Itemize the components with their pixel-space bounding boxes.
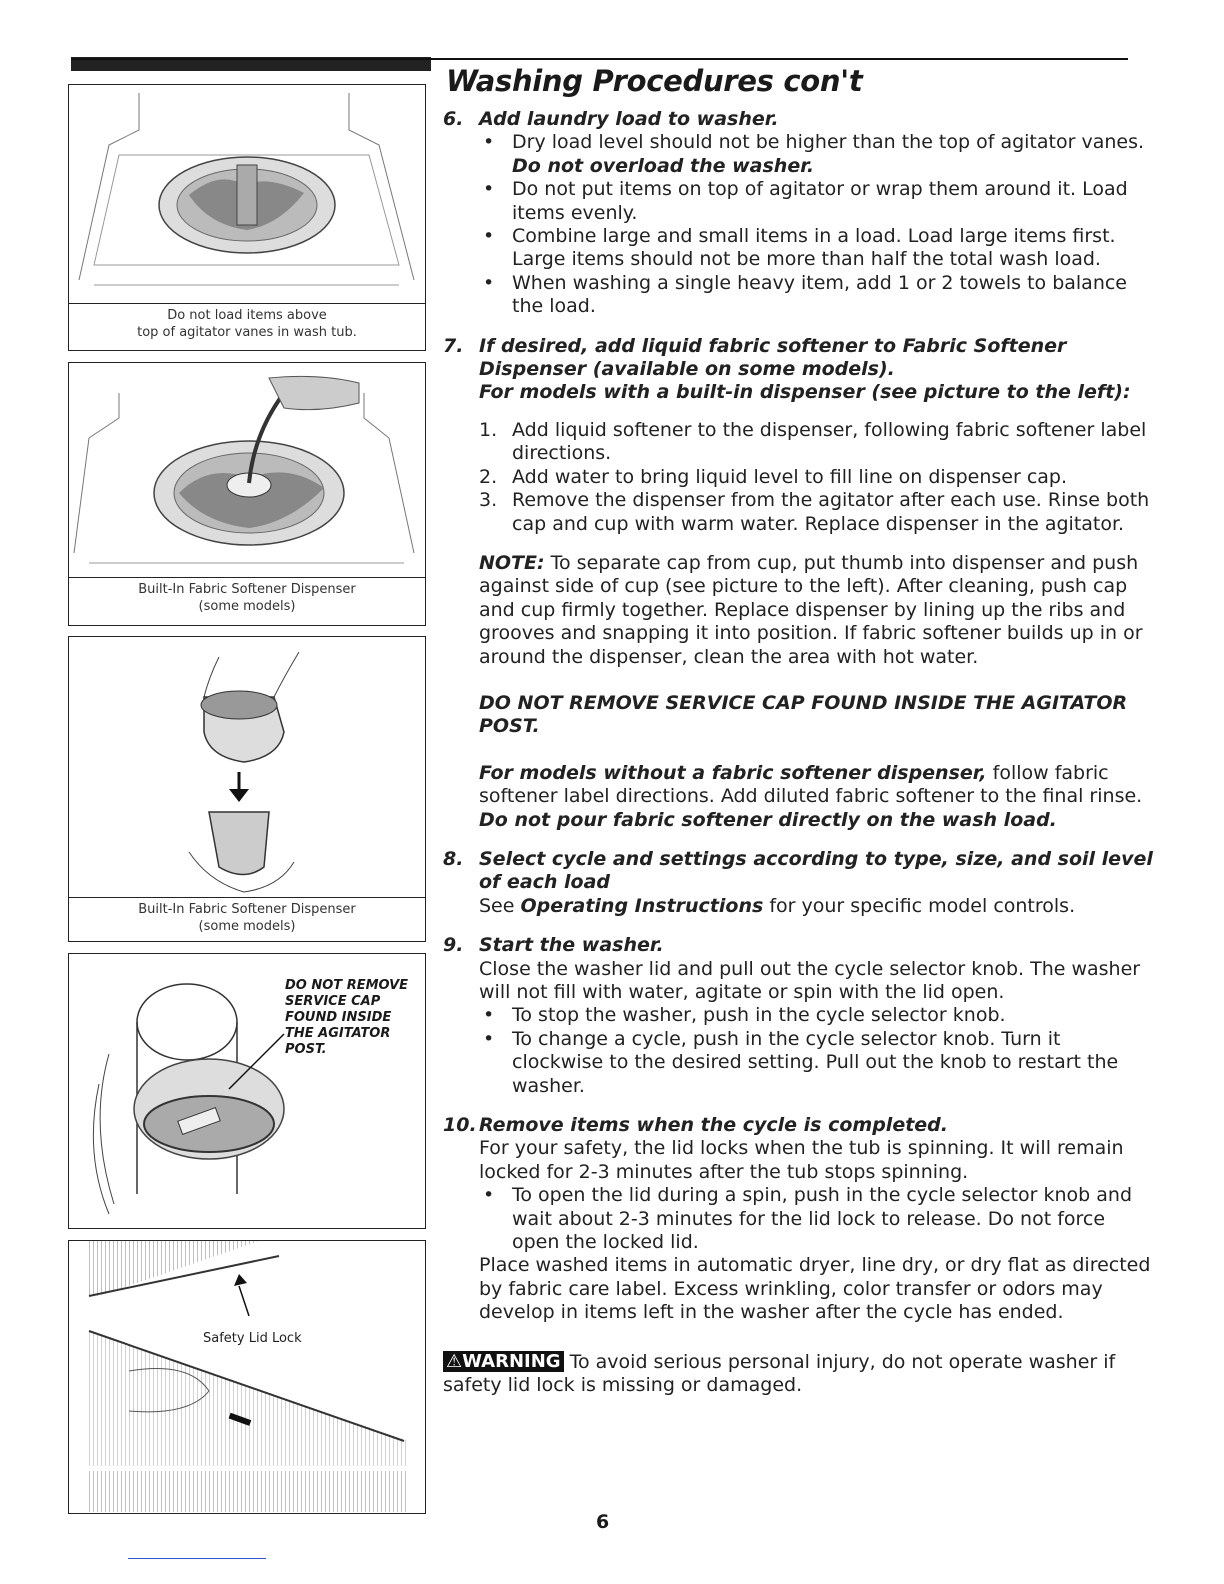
note-paragraph xyxy=(479,552,1155,669)
note-text: To separate cap from cup, put thumb into dispenser and push against side of cup (see picture to the left). After cleaning, push cap and cup firmly together. Replace dispenser by lining up the ribs and grooves and snapping it into position. If fabric softener builds up in or around the dispenser, clean the area with hot water. xyxy=(479,551,1143,668)
bullet-text: Dry load level should not be higher than the top of agitator vanes. xyxy=(512,131,1145,154)
page-title: Washing Procedures con't xyxy=(446,64,863,98)
emphasis-text: Do not pour fabric softener directly on the wash load. xyxy=(479,808,1057,831)
service-cap-label xyxy=(285,978,425,1058)
bullet-text: To open the lid during a spin, push in the cycle selector knob and wait about 2-3 minutes for the lid lock to release. Do not force open the locked lid. xyxy=(512,1184,1133,1254)
no-dispenser-paragraph xyxy=(479,762,1155,832)
step-7 xyxy=(443,335,1155,832)
label-line: DO NOT REMOVE xyxy=(285,978,409,993)
label-line: POST. xyxy=(285,1042,327,1057)
body-text: for your specific model controls. xyxy=(769,894,1076,917)
caption-line: Built-In Fabric Softener Dispenser xyxy=(138,902,356,917)
step-text xyxy=(479,895,1155,918)
lid-lock-label: Safety Lid Lock xyxy=(203,1331,302,1346)
page-number: 6 xyxy=(596,1511,610,1533)
figure-service-cap xyxy=(68,953,426,1229)
step-text: Close the washer lid and pull out the cycle selector knob. The washer will not fill with water, agitate or spin with the lid open. xyxy=(479,957,1141,1003)
label-line: SERVICE CAP xyxy=(285,994,381,1009)
list-item xyxy=(479,1028,1155,1098)
header-rule xyxy=(71,58,1128,60)
step-number: 10. xyxy=(443,1114,477,1137)
step-8 xyxy=(443,848,1155,918)
washer-tub-illustration xyxy=(69,85,424,303)
figure-lid-lock xyxy=(68,1240,426,1514)
warning-badge: ⚠WARNING xyxy=(443,1351,564,1372)
caption-line: top of agitator vanes in wash tub. xyxy=(137,325,357,340)
list-item xyxy=(479,419,1155,466)
warning-paragraph xyxy=(443,1351,1155,1398)
bullet-text: Do not put items on top of agitator or wrap them around it. Load items evenly. xyxy=(512,178,1128,224)
step-heading: If desired, add liquid fabric softener to Fabric Softener Dispenser (available on some models). xyxy=(479,334,1067,381)
figure-load-level xyxy=(68,84,426,351)
figure-caption xyxy=(69,577,425,619)
bullet-list xyxy=(479,1184,1155,1254)
step-text: For your safety, the lid locks when the tub is spinning. It will remain locked for 2-3 minutes after the tub stops spinning. xyxy=(479,1137,1124,1183)
list-item xyxy=(479,1004,1155,1027)
list-item xyxy=(479,272,1155,319)
bullet-text: Combine large and small items in a load. Load large items first. Large items should not be more than half the total wash load. xyxy=(512,225,1116,271)
list-item xyxy=(479,466,1155,489)
footer-rule xyxy=(128,1558,266,1559)
caption-line: Do not load items above xyxy=(167,308,327,323)
bullet-text: To change a cycle, push in the cycle selector knob. Turn it clockwise to the desired setting. Pull out the knob to restart the washer. xyxy=(512,1027,1119,1097)
bullet-text: When washing a single heavy item, add 1 or 2 towels to balance the load. xyxy=(512,271,1127,318)
bullet-text: To stop the washer, push in the cycle selector knob. xyxy=(512,1004,1006,1027)
list-item xyxy=(479,1184,1155,1254)
item-number: 1. xyxy=(479,418,498,441)
figure-caption xyxy=(69,897,425,939)
item-text: Add water to bring liquid level to fill line on dispenser cap. xyxy=(512,465,1068,488)
numbered-list xyxy=(479,419,1155,536)
caption-line: (some models) xyxy=(198,599,296,614)
step-number: 8. xyxy=(443,847,464,870)
list-item xyxy=(479,178,1155,225)
figure-dispenser-fill xyxy=(68,362,426,626)
warning-text: To avoid serious personal injury, do not operate washer if safety lid lock is missing or damaged. xyxy=(443,1350,1116,1397)
main-content xyxy=(443,108,1155,1398)
label-line: THE AGITATOR xyxy=(285,1026,391,1041)
bullet-list xyxy=(479,178,1155,318)
item-text: Remove the dispenser from the agitator after each use. Rinse both cap and cup with warm water. Replace dispenser in the agitator. xyxy=(512,489,1150,535)
step-heading: Add laundry load to washer. xyxy=(479,108,779,130)
list-item xyxy=(479,225,1155,272)
figure-caption xyxy=(69,303,425,345)
figure-dispenser-separate xyxy=(68,636,426,942)
body-text: See xyxy=(479,894,515,917)
body-text: follow fabric softener label directions. Add diluted fabric softener to the final rinse. xyxy=(479,761,1143,808)
emphasis-text: For models without a fabric softener dispenser, xyxy=(479,761,987,784)
step-number: 9. xyxy=(443,934,464,957)
step-number: 6. xyxy=(443,108,464,130)
dispenser-separate-illustration xyxy=(69,637,424,897)
emphasis-text: Operating Instructions xyxy=(520,894,764,917)
list-item xyxy=(479,131,1155,154)
item-number: 3. xyxy=(479,489,498,512)
step-subheading: For models with a built-in dispenser (see picture to the left): xyxy=(479,381,1131,404)
caution-text: DO NOT REMOVE SERVICE CAP FOUND INSIDE THE AGITATOR POST. xyxy=(479,691,1128,738)
lid-lock-illustration xyxy=(69,1241,424,1512)
bullet-list xyxy=(479,131,1155,154)
list-item xyxy=(479,489,1155,536)
dispenser-fill-illustration xyxy=(69,363,424,577)
step-9 xyxy=(443,934,1155,1098)
step-heading: Start the washer. xyxy=(479,934,664,957)
item-text: Add liquid softener to the dispenser, following fabric softener label directions. xyxy=(512,418,1147,465)
step-10 xyxy=(443,1114,1155,1325)
step-heading: Select cycle and settings according to type, size, and soil level of each load xyxy=(479,847,1153,894)
item-number: 2. xyxy=(479,465,498,488)
caption-line: Built-In Fabric Softener Dispenser xyxy=(138,582,356,597)
bullet-list xyxy=(479,1004,1155,1098)
step-heading: Remove items when the cycle is completed. xyxy=(479,1114,948,1137)
caption-line: (some models) xyxy=(198,919,296,934)
step-6 xyxy=(443,108,1155,319)
emphasis-text: Do not overload the washer. xyxy=(512,154,815,177)
step-text: Place washed items in automatic dryer, line dry, or dry flat as directed by fabric care label. Excess wrinkling, color transfer or odors may develop in items left in the washer after the cycle has ended. xyxy=(479,1254,1151,1324)
label-line: FOUND INSIDE xyxy=(285,1010,392,1025)
note-label: NOTE: xyxy=(479,551,545,574)
step-number: 7. xyxy=(443,334,464,357)
